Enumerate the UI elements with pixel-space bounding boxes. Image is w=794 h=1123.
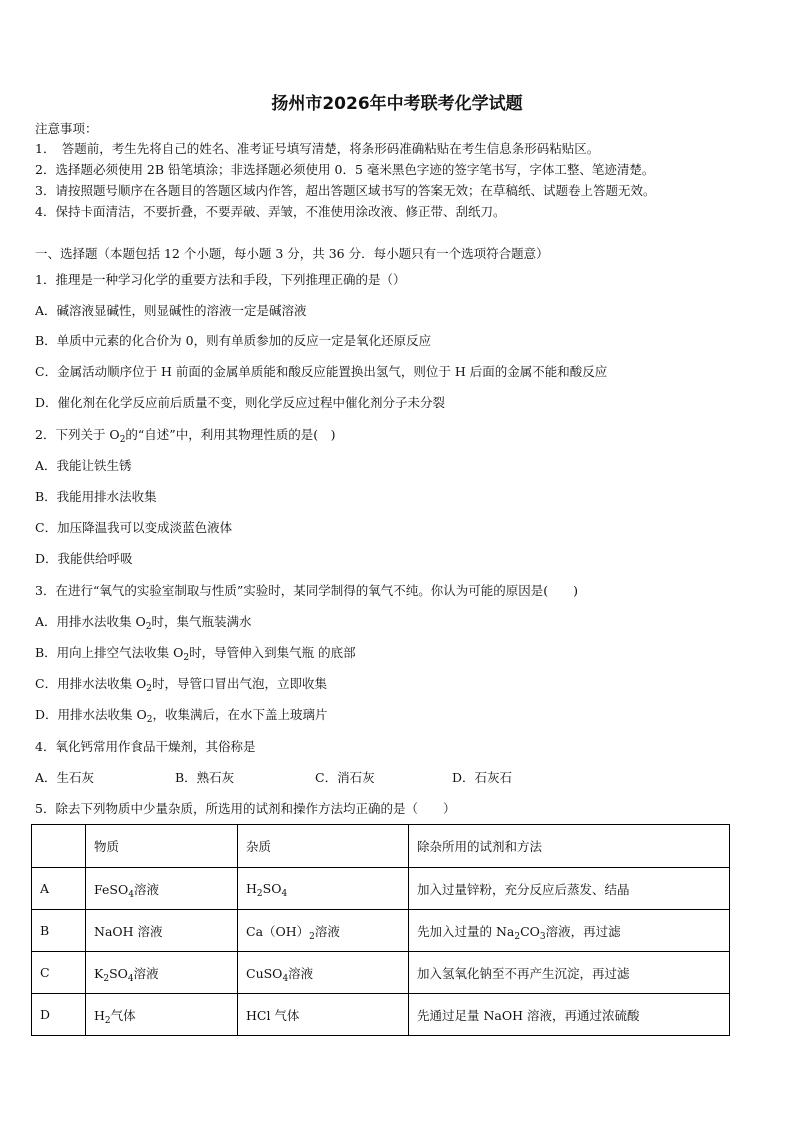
q3-option-a: A．用排水法收集 $O_2$时，集气瓶装满水 [35,614,252,632]
table-row [32,868,730,910]
table-row [32,994,730,1036]
note-item: 1． 答题前，考生先将自己的姓名、准考证号填写清楚，将条形码准确粘贴在考生信息条形码粘贴区。 [35,141,600,156]
q4-option-b: B．熟石灰 [175,770,235,785]
method-cell: 先加入过量的 $Na_2CO_3$溶液，再过滤 [409,910,730,952]
table-header-cell: 物质 [86,825,238,868]
substance-cell: $K_2SO_4$溶液 [86,952,238,994]
q2-option-c: C．加压降温我可以变成淡蓝色液体 [35,520,233,535]
row-label: D [32,994,86,1036]
table-row [32,910,730,952]
impurity-cell: HCl 气体 [238,994,409,1036]
row-label: C [32,952,86,994]
note-item: 2．选择题必须使用 2B 铅笔填涂；非选择题必须使用 0．5 毫米黑色字迹的签字笔书写，字体工整、笔迹清楚。 [35,162,655,177]
q3-option-c: C．用排水法收集 $O_2$时，导管口冒出气泡，立即收集 [35,676,328,694]
q4-option-d: D．石灰石 [452,770,513,785]
note-item: 4．保持卡面清洁，不要折叠，不要弄破、弄皱，不准使用涂改液、修正带、刮纸刀。 [35,204,506,219]
q4-option-c: C．消石灰 [315,770,375,785]
q4-option-a: A．生石灰 [35,770,95,785]
table-header-cell: 杂质 [238,825,409,868]
q1-option-c: C．金属活动顺序位于 H 前面的金属单质能和酸反应能置换出氢气，则位于 H 后面的金属不能和酸反应 [35,364,608,379]
q3-option-b: B．用向上排空气法收集 $O_2$时，导管伸入到集气瓶 的底部 [35,645,356,663]
note-item: 3．请按照题号顺序在各题目的答题区域内作答，超出答题区域书写的答案无效；在草稿纸、试题卷上答题无效。 [35,183,656,198]
q2-option-a: A．我能让铁生锈 [35,458,132,473]
question-1-stem: 1．推理是一种学习化学的重要方法和手段，下列推理正确的是（） [35,272,406,287]
table-row [32,952,730,994]
impurity-cell: $Ca(OH)_2$溶液 [238,910,409,952]
row-label: B [32,910,86,952]
q1-option-b: B．单质中元素的化合价为 0，则有单质参加的反应一定是氧化还原反应 [35,333,432,348]
substance-cell: FeSO$_4$溶液 [86,868,238,910]
q1-option-a: A．碱溶液显碱性，则显碱性的溶液一定是碱溶液 [35,303,307,318]
question-3-stem: 3．在进行“氧气的实验室制取与性质”实验时，某同学制得的氧气不纯。你认为可能的原因是( ) [35,583,578,598]
method-cell: 加入过量锌粉，充分反应后蒸发、结晶 [409,868,730,910]
table-header-row [32,825,730,868]
q2-option-d: D．我能供给呼吸 [35,551,133,566]
section-heading: 一、选择题（本题包括 12 个小题，每小题 3 分，共 36 分．每小题只有一个选项符合题意） [35,246,549,261]
impurity-cell: CuSO$_4$溶液 [238,952,409,994]
method-cell: 加入氢氧化钠至不再产生沉淀，再过滤 [409,952,730,994]
q2-option-b: B．我能用排水法收集 [35,489,157,504]
method-cell: 先通过足量 NaOH 溶液，再通过浓硫酸 [409,994,730,1036]
substance-cell: $H_2$气体 [86,994,238,1036]
table-header-cell: 除杂所用的试剂和方法 [409,825,730,868]
question-4-stem: 4．氧化钙常用作食品干燥剂，其俗称是 [35,739,256,754]
question-5-stem: 5．除去下列物质中少量杂质，所选用的试剂和操作方法均正确的是（ ） [35,801,456,816]
substance-cell: NaOH 溶液 [86,910,238,952]
question-2-stem: 2．下列关于 $O_2$的“自述”中，利用其物理性质的是( ) [35,427,336,445]
table-header-cell [32,825,86,868]
notes-heading: 注意事项： [35,121,98,136]
impurity-cell: $H_2SO_4$ [238,868,409,910]
impurity-table [31,824,730,1036]
q1-option-d: D．催化剂在化学反应前后质量不变，则化学反应过程中催化剂分子未分裂 [35,395,446,410]
page-title: 扬州市2026年中考联考化学试题 [271,94,523,114]
q3-option-d: D．用排水法收集 $O_2$，收集满后，在水下盖上玻璃片 [35,707,328,725]
row-label: A [32,868,86,910]
